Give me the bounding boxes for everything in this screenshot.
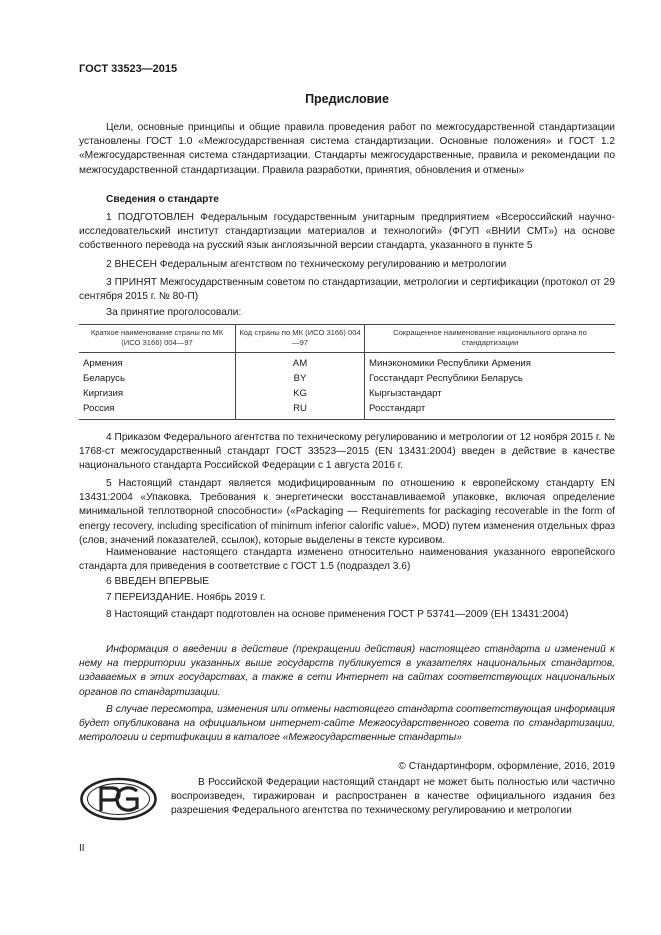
item-introduced: 2 ВНЕСЕН Федеральным агентством по техническому регулированию и метрологии: [106, 259, 507, 270]
column-header-country: Краткое наименование страны по МК (ИСО 3166) 004—97: [79, 325, 236, 353]
info-publication: Информация о введении в действие (прекращении действия) настоящего стандарта и изменений к нему на территории указанных выше государств публикуется в указателях национальных стандартов, издаваемых в этих государствах, а также в сети Интернет на сайтах соответствующих национальных органов по стандартизации.: [79, 644, 615, 698]
item-based-on: 8 Настоящий стандарт подготовлен на основе применения ГОСТ Р 53741—2009 (ЕН 13431:2004): [106, 609, 569, 620]
table-row: [79, 371, 615, 386]
table-row: [79, 401, 615, 420]
cell-code: KG: [236, 386, 365, 401]
cell-country: Беларусь: [83, 373, 125, 384]
copyright-line: © Стандартинформ, оформление, 2016, 2019: [398, 761, 615, 772]
voted-label: За принятие проголосовали:: [106, 307, 242, 318]
cell-code: BY: [236, 371, 365, 386]
voting-states-table: [79, 324, 615, 420]
cell-country: Армения: [83, 358, 123, 369]
item-prepared: 1 ПОДГОТОВЛЕН Федеральным государственным унитарным предприятием «Всероссийский научно-исследовательский институт стандартизации материалов и технологий» (ФГУП «ВНИИ СМТ») на основе собственного перевода на русский язык англоязычной версии стандарта, указанного в пункте 5: [79, 212, 615, 252]
cell-code: RU: [236, 401, 365, 420]
cell-body: Минэкономики Республики Армения: [365, 353, 616, 372]
rst-conformity-mark-icon: [79, 777, 158, 821]
table-header-row: [79, 325, 615, 353]
reproduction-notice: В Российской Федерации настоящий стандарт не может быть полностью или частично воспроизведен, тиражирован и распространен в качестве официального издания без разрешения Федерального агентства по техническому регулированию и метрологии: [171, 777, 615, 817]
item-reissue: 7 ПЕРЕИЗДАНИЕ. Ноябрь 2019 г.: [106, 592, 266, 603]
info-revision: В случае пересмотра, изменения или отмены настоящего стандарта соответствующая информация будет опубликована на официальном интернет-сайте Межгосударственного совета по стандартизации, метрологии и сертификации в каталоге «Межгосударственные стандарты»: [79, 704, 615, 744]
section-title: Предисловие: [305, 92, 389, 106]
cell-body: Кыргызстандарт: [365, 386, 616, 401]
about-standard-heading: Сведения о стандарте: [106, 194, 219, 205]
column-header-code: Код страны по МК (ИСО 3166) 004—97: [236, 325, 365, 353]
column-header-body: Сокращенное наименование национального органа по стандартизации: [365, 325, 616, 353]
cell-code: AM: [236, 353, 365, 372]
item-first-introduced: 6 ВВЕДЕН ВПЕРВЫЕ: [106, 576, 210, 587]
table-row: [79, 386, 615, 401]
table-row: [79, 353, 615, 372]
cell-body: Росстандарт: [365, 401, 616, 420]
item-name-changed: Наименование настоящего стандарта изменено относительно наименования указанного европейского стандарта для приведения в соответствие с ГОСТ 1.5 (подраздел 3.6): [79, 547, 615, 573]
item-order: 4 Приказом Федерального агентства по техническому регулированию и метрологии от 12 ноября 2015 г. № 1768-ст межгосударственный стандарт ГОСТ 33523—2015 (EN 13431:2004) введен в действие в качестве национального стандарта Российской Федерации с 1 августа 2016 г.: [79, 432, 615, 472]
cell-country: Россия: [79, 401, 236, 420]
cell-country: Киргизия: [83, 388, 124, 399]
cell-body: Госстандарт Республики Беларусь: [365, 371, 616, 386]
page-number: II: [79, 843, 85, 854]
item-adopted: 3 ПРИНЯТ Межгосударственным советом по стандартизации, метрологии и сертификации (протокол от 29 сентября 2015 г. № 80-П): [79, 277, 615, 303]
intro-paragraph: Цели, основные принципы и общие правила проведения работ по межгосударственной стандартизации установлены ГОСТ 1.0 «Межгосударственная система стандартизации. Основные положения» и ГОСТ 1.2 «Межгосударственная система стандартизации. Стандарты межгосударственные, правила и рекомендации по межгосударственной стандартизации. Правила разработки, принятия, обновления и отмены»: [79, 122, 615, 176]
document-code-header: ГОСТ 33523—2015: [79, 63, 178, 75]
item-modified: 5 Настоящий стандарт является модифицированным по отношению к европейскому стандарту EN 13431:2004 «Упаковка. Требования к энергетически восстанавливаемой упаковке, включая определение минимальной теплотворной способности» («Packaging — Requirements for packaging recoverable in the form of energy recovery, including specification of minimum inferior calorific value», MOD) путем изменения отдельных фраз (слов, значений показателей, ссылок), которые выделены в тексте курсивом.: [79, 478, 615, 546]
